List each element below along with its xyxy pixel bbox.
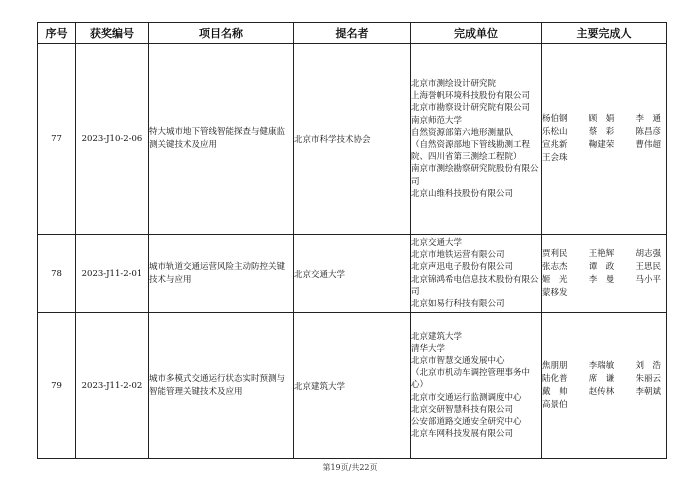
awards-table xyxy=(37,22,667,459)
unit-line: 南京市测绘勘察研究院股份有限公司 xyxy=(411,164,539,187)
award-code: 2023-J10-2-06 xyxy=(76,44,149,235)
unit-line: 北京交通大学 xyxy=(411,237,463,248)
unit-line: 北京锦鸿希电信息技术股份有限公司 xyxy=(411,274,539,297)
contributor: 马小平 xyxy=(635,274,661,285)
header-code: 获奖编号 xyxy=(76,23,149,44)
header-num: 序号 xyxy=(38,23,76,44)
contributor-row xyxy=(542,139,666,152)
header-row xyxy=(38,23,667,44)
main-contributors xyxy=(542,313,667,459)
contributor-row xyxy=(542,274,666,287)
completion-units xyxy=(411,235,542,313)
contributor: 陆化普 xyxy=(542,373,568,384)
header-units: 完成单位 xyxy=(411,23,542,44)
contributor-row xyxy=(542,373,666,386)
unit-line: 北京市地铁运营有限公司 xyxy=(411,250,505,261)
contributor: 李 通 xyxy=(635,114,661,124)
header-nominator: 提名者 xyxy=(294,23,411,44)
unit-line: 自然资源部第六地形测量队 xyxy=(411,127,514,138)
contributor: 陈昌彦 xyxy=(635,127,661,137)
contributor: 胡志强 xyxy=(635,248,661,259)
header-people: 主要完成人 xyxy=(542,23,667,44)
unit-line: 北京车网科技发展有限公司 xyxy=(411,429,514,440)
contributor: 朱丽云 xyxy=(635,373,661,384)
contributor: 顾 娟 xyxy=(588,114,615,124)
contributor: 鞠建荣 xyxy=(588,140,615,150)
contributor: 赵传林 xyxy=(588,386,615,397)
contributor: 蒙移发 xyxy=(542,287,568,298)
contributor: 李 曼 xyxy=(588,274,615,285)
contributor: 张志杰 xyxy=(542,261,568,272)
contributor: 王艳辉 xyxy=(588,248,615,259)
header-name: 项目名称 xyxy=(149,23,294,44)
unit-line: （北京市机动车调控管理事务中心） xyxy=(411,368,531,391)
contributor-row xyxy=(542,360,666,373)
unit-line: 清华大学 xyxy=(411,343,446,354)
unit-line: 北京声迅电子股份有限公司 xyxy=(411,262,514,273)
project-name: 特大城市地下管线智能探查与健康监测关键技术及应用 xyxy=(149,44,294,235)
unit-line: 南京师范大学 xyxy=(411,115,463,126)
project-name: 城市轨道交通运营风险主动防控关键技术与应用 xyxy=(149,235,294,313)
table-row xyxy=(38,313,667,459)
contributor: 谭 政 xyxy=(588,261,615,272)
contributor-row xyxy=(542,126,666,139)
unit-line: 上海誉帆环境科技股份有限公司 xyxy=(411,91,531,102)
contributor-row xyxy=(542,287,666,300)
nominator: 北京建筑大学 xyxy=(294,313,411,459)
nominator: 北京交通大学 xyxy=(294,235,411,313)
contributor: 杨伯钢 xyxy=(542,114,568,124)
contributor-row xyxy=(542,248,666,261)
contributor: 高景伯 xyxy=(542,399,568,410)
contributor: 宣兆新 xyxy=(542,140,568,150)
contributor: 姬 光 xyxy=(542,274,568,285)
row-number: 77 xyxy=(38,44,76,235)
contributor-row xyxy=(542,399,666,412)
unit-line: 北京交研智慧科技有限公司 xyxy=(411,404,514,415)
contributor-row xyxy=(542,113,666,126)
row-number: 78 xyxy=(38,235,76,313)
contributor-row xyxy=(542,386,666,399)
unit-line: 北京建筑大学 xyxy=(411,331,463,342)
award-code: 2023-J11-2-01 xyxy=(76,235,149,313)
unit-line: 公安部道路交通安全研究中心 xyxy=(411,417,522,427)
unit-line: 北京如易行科技有限公司 xyxy=(411,298,505,309)
unit-line: 北京市勘察设计研究院有限公司 xyxy=(411,103,531,114)
row-number: 79 xyxy=(38,313,76,459)
unit-line: 北京市交通运行监测调度中心 xyxy=(411,392,522,403)
contributor: 席 谦 xyxy=(588,373,615,384)
main-contributors xyxy=(542,44,667,235)
contributor: 焦朋朋 xyxy=(542,360,568,371)
contributor: 贾利民 xyxy=(542,248,568,259)
completion-units xyxy=(411,44,542,235)
nominator: 北京市科学技术协会 xyxy=(294,44,411,235)
page-footer: 第19页/共22页 xyxy=(322,463,378,472)
unit-line: （自然资源部地下管线勘测工程院、四川省第三测绘工程院） xyxy=(411,140,531,163)
award-code: 2023-J11-2-02 xyxy=(76,313,149,459)
table-row xyxy=(38,44,667,235)
contributor: 乐松山 xyxy=(542,127,568,137)
contributor-row xyxy=(542,152,666,165)
contributor: 戴 帅 xyxy=(542,386,568,397)
contributor: 李朝斌 xyxy=(635,386,661,397)
completion-units xyxy=(411,313,542,459)
table-row xyxy=(38,235,667,313)
contributor: 曹伟超 xyxy=(635,140,661,150)
contributor: 李瑞敏 xyxy=(588,360,615,371)
contributor: 王思民 xyxy=(635,261,661,272)
project-name: 城市多模式交通运行状态实时预测与智能管理关键技术及应用 xyxy=(149,313,294,459)
main-contributors xyxy=(542,235,667,313)
contributor: 蔡 彩 xyxy=(588,127,615,137)
unit-line: 北京市测绘设计研究院 xyxy=(411,78,497,89)
unit-line: 北京市智慧交通发展中心 xyxy=(411,355,505,366)
contributor-row xyxy=(542,261,666,274)
contributor: 王会珠 xyxy=(542,153,568,163)
contributor: 刘 浩 xyxy=(635,360,661,371)
unit-line: 北京山维科技股份有限公司 xyxy=(411,188,514,199)
